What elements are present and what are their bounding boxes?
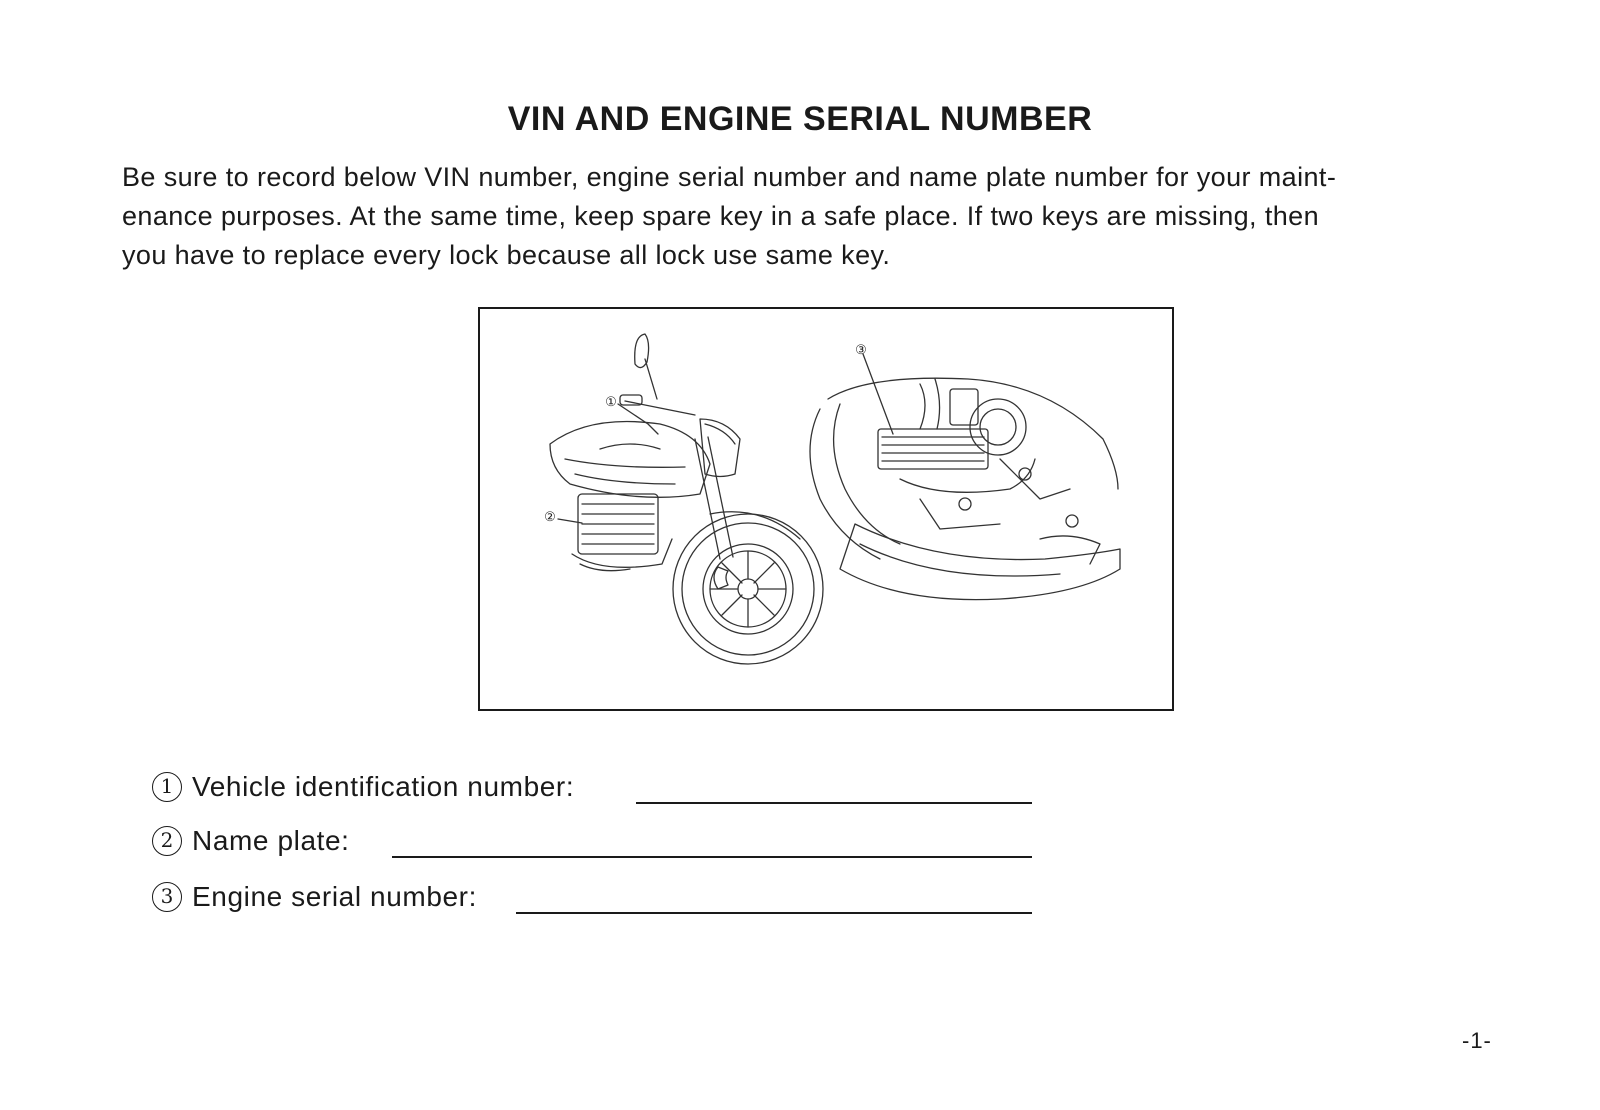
intro-line: enance purposes. At the same time, keep spare key in a safe place. If two keys are missing, then — [122, 201, 1320, 231]
name-plate-blank-line[interactable] — [392, 856, 1032, 858]
intro-line: you have to replace every lock because all lock use same key. — [122, 240, 891, 270]
page-title: VIN AND ENGINE SERIAL NUMBER — [507, 100, 1093, 138]
callout-leader-1 — [618, 404, 658, 434]
engine-detail-drawing — [810, 378, 1120, 599]
field-number-3: 3 — [152, 882, 182, 912]
callout-2: ② — [544, 510, 556, 525]
intro-line: Be sure to record below VIN number, engine serial number and name plate number for your maint- — [122, 162, 1337, 192]
callout-leader-3 — [863, 354, 893, 434]
intro-paragraph — [122, 158, 1502, 275]
field-number-1: 1 — [152, 772, 182, 802]
motorcycle-figure — [478, 307, 1174, 711]
motorcycle-illustration — [480, 309, 1174, 711]
engine-serial-label: Engine serial number: — [192, 881, 477, 912]
engine-serial-blank-line[interactable] — [516, 912, 1032, 914]
vin-label: Vehicle identification number: — [192, 771, 575, 802]
name-plate-label: Name plate: — [192, 825, 350, 856]
callout-3: ③ — [855, 343, 867, 358]
page-number: -1- — [1462, 1028, 1492, 1053]
callout-1: ① — [605, 395, 617, 410]
vin-blank-line[interactable] — [636, 802, 1032, 804]
motorcycle-drawing — [550, 334, 823, 664]
field-number-2: 2 — [152, 826, 182, 856]
